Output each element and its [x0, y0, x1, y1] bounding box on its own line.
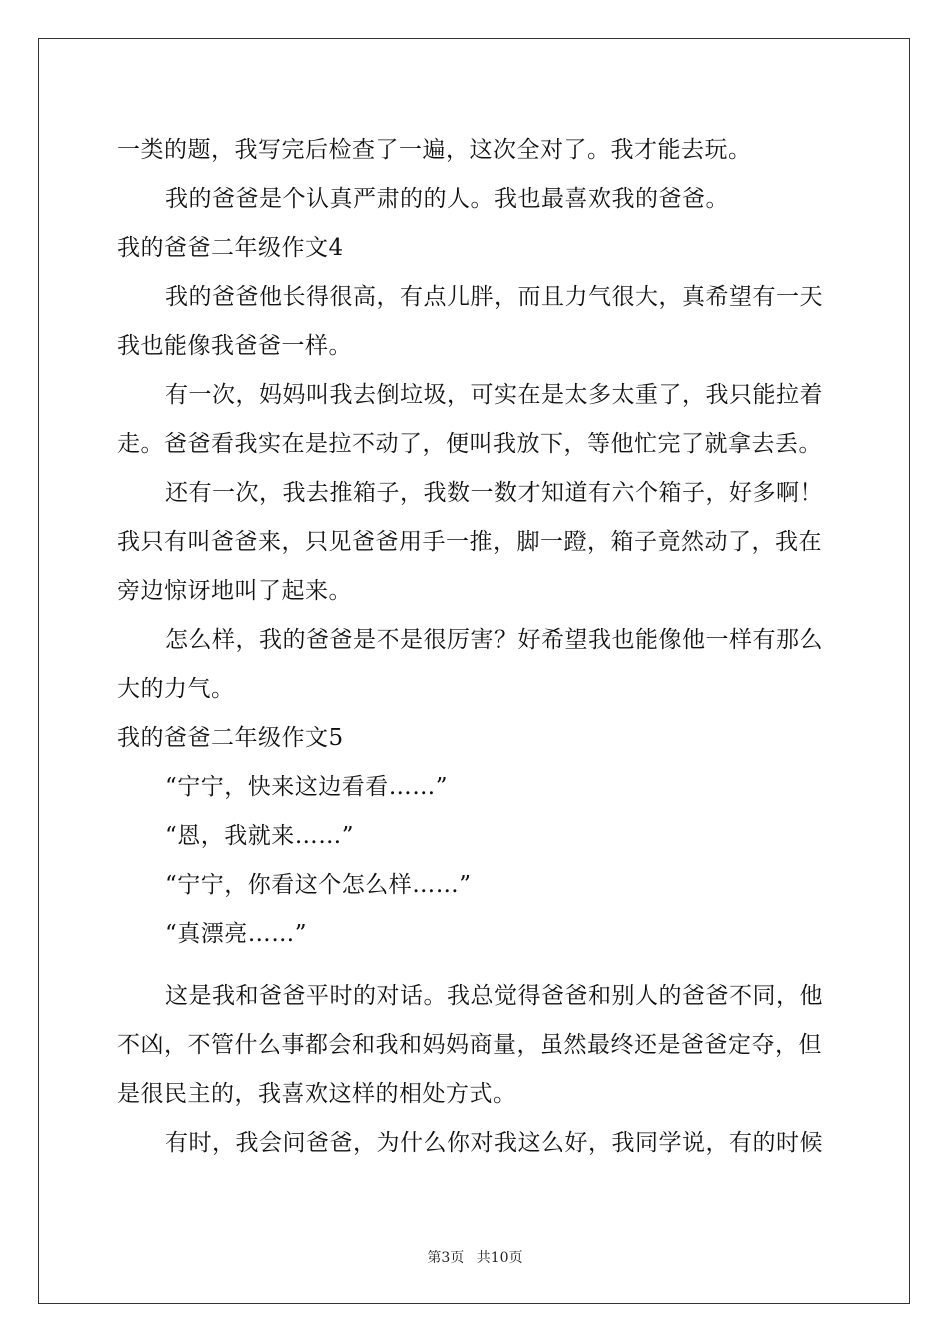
text-line: 我也能像我爸爸一样。	[117, 333, 352, 359]
text-line: 走。爸爸看我实在是拉不动了，便叫我放下，等他忙完了就拿去丢。	[117, 431, 822, 457]
dialogue-line: “真漂亮……”	[165, 921, 308, 947]
text-line: 怎么样，我的爸爸是不是很厉害？好希望我也能像他一样有那么	[165, 627, 823, 653]
text-line: 还有一次，我去推箱子，我数一数才知道有六个箱子，好多啊！	[165, 480, 823, 506]
section-heading: 我的爸爸二年级作文4	[117, 235, 344, 261]
text-line: 一类的题，我写完后检查了一遍，这次全对了。我才能去玩。	[117, 137, 752, 163]
text-line: 我的爸爸他长得很高，有点儿胖，而且力气很大，真希望有一天	[165, 284, 823, 310]
text-line: 我只有叫爸爸来，只见爸爸用手一推，脚一蹬，箱子竟然动了，我在	[117, 529, 822, 555]
page-total: 共10页	[476, 1250, 523, 1266]
text-line: 有时，我会问爸爸，为什么你对我这么好，我同学说，有的时候	[165, 1130, 823, 1156]
page-border	[38, 38, 910, 1304]
dialogue-line: “宁宁，快来这边看看……”	[165, 774, 449, 800]
text-line: 旁边惊讶地叫了起来。	[117, 578, 352, 604]
text-line: 是很民主的，我喜欢这样的相处方式。	[117, 1081, 517, 1107]
text-line: 不凶，不管什么事都会和我和妈妈商量，虽然最终还是爸爸定夺，但	[117, 1032, 822, 1058]
text-line: 我的爸爸是个认真严肃的的人。我也最喜欢我的爸爸。	[165, 186, 729, 212]
text-line: 大的力气。	[117, 676, 235, 702]
dialogue-line: “恩，我就来……”	[165, 823, 355, 849]
page-footer	[0, 1247, 950, 1267]
text-line: 有一次，妈妈叫我去倒垃圾，可实在是太多太重了，我只能拉着	[165, 382, 823, 408]
text-line: 这是我和爸爸平时的对话。我总觉得爸爸和别人的爸爸不同，他	[165, 983, 823, 1009]
dialogue-line: “宁宁，你看这个怎么样……”	[165, 872, 472, 898]
section-heading: 我的爸爸二年级作文5	[117, 725, 344, 751]
page-number: 第3页	[427, 1250, 465, 1266]
